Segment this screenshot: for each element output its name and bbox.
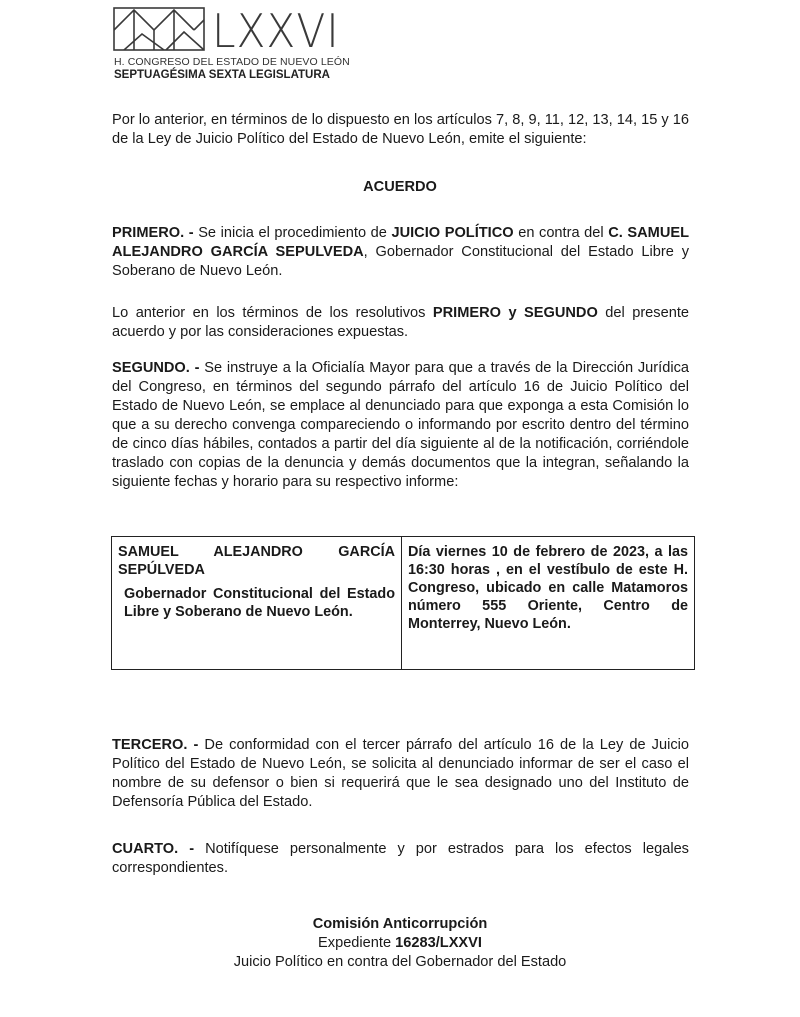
footer-file-number: Expediente 16283/LXXVI [318, 935, 482, 951]
cuarto-label: CUARTO. - [112, 841, 195, 857]
table-row [112, 537, 695, 670]
defendant-role: Gobernador Constitucional del Estado Libre y Soberano de Nuevo León. [124, 586, 395, 620]
segundo-label: SEGUNDO. - [112, 360, 200, 376]
letterhead [112, 4, 352, 84]
congress-name: H. CONGRESO DEL ESTADO DE NUEVO LEÓN [114, 56, 350, 68]
cuarto-paragraph: CUARTO. - Notifíquese personalmente y por estrados para los efectos legales correspondientes. [112, 841, 689, 876]
tercero-label: TERCERO. - [112, 737, 199, 753]
footer-commission: Comisión Anticorrupción [312, 916, 488, 932]
acuerdo-heading: ACUERDO [363, 179, 437, 195]
tercero-paragraph: TERCERO. - De conformidad con el tercer párrafo del artículo 16 de la Ley de Juicio Político del Estado de Nuevo León, se solicita al denunciado informar de ser el caso el nombre de su defensor o bien si requerirá que le sea designado uno del Instituto de Defensoría Pública del Estado. [112, 737, 689, 810]
defendant-name: SAMUEL ALEJANDRO GARCÍA SEPÚLVEDA [118, 544, 395, 578]
legislature-number: LXXVI [212, 4, 340, 58]
lo-anterior-paragraph: Lo anterior en los términos de los resolutivos PRIMERO y SEGUNDO del presente acuerdo y por las consideraciones expuestas. [112, 305, 689, 340]
primero-label: PRIMERO. - [112, 225, 194, 241]
legislature-name: SEPTUAGÉSIMA SEXTA LEGISLATURA [114, 69, 330, 81]
primero-paragraph: PRIMERO. - Se inicia el procedimiento de JUICIO POLÍTICO en contra del C. SAMUEL ALEJANDRO GARCÍA SEPULVEDA, Gobernador Constitucional del Estado Libre y Soberano de Nuevo León. [112, 225, 690, 279]
footer-subject: Juicio Político en contra del Gobernador del Estado [233, 954, 567, 970]
segundo-paragraph: SEGUNDO. - Se instruye a la Oficialía Mayor para que a través de la Dirección Jurídica del Congreso, en términos del segundo párrafo del artículo 16 de Juicio Político del Estado de Nuevo León, se emplace al denunciado para que exponga a esta Comisión lo que a su derecho convenga compareciendo o informando por escrito dentro del término de cinco días hábiles, contados a partir del día siguiente al de la notificación, corriéndole traslado con copias de la denuncia y demás documentos que la integran, señalando la siguiente fechas y horario para su respectivo informe: [112, 360, 689, 490]
intro-paragraph: Por lo anterior, en términos de lo dispuesto en los artículos 7, 8, 9, 11, 12, 13, 14, 15 y 16 de la Ley de Juicio Político del Estado de Nuevo León, emite el siguiente: [112, 112, 689, 147]
defendant-cell [112, 537, 402, 670]
congress-logo-icon [112, 4, 212, 54]
hearing-datetime-cell: Día viernes 10 de febrero de 2023, a las 16:30 horas , en el vestíbulo de este H. Congreso, ubicado en calle Matamoros número 555 Oriente, Centro de Monterrey, Nuevo León. [402, 537, 695, 670]
schedule-table [111, 536, 695, 670]
